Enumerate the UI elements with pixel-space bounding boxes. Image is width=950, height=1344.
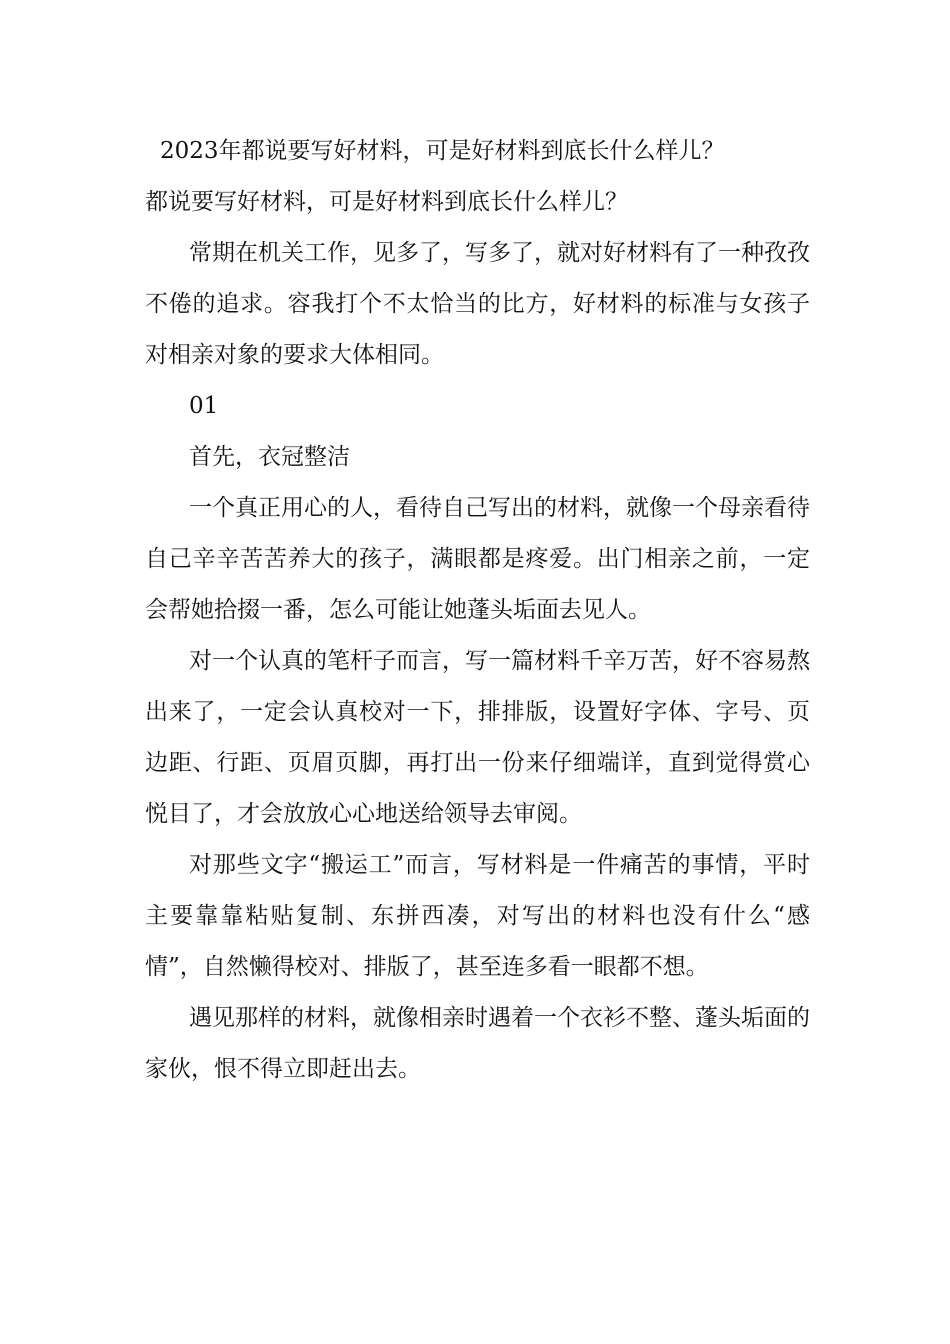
document-body xyxy=(145,126,810,1095)
paragraph-3: 对一个认真的笔杆子而言，写一篇材料千辛万苦，好不容易熬出来了，一定会认真校对一下，排排版，设置好字体、字号、页边距、行距、页眉页脚，再打出一份来仔细端详，直到觉得赏心悦目了，才会放放心心地送给领导去审阅。 xyxy=(145,648,810,827)
paragraph-intro: 都说要写好材料，可是好材料到底长什么样儿？ xyxy=(145,189,628,215)
section-number: 01 xyxy=(189,393,219,419)
section-heading: 首先，衣冠整洁 xyxy=(189,444,350,470)
paragraph-2: 一个真正用心的人，看待自己写出的材料，就像一个母亲看待自己辛辛苦苦养大的孩子，满眼都是疼爱。出门相亲之前，一定会帮她拾掇一番，怎么可能让她蓬头垢面去见人。 xyxy=(145,495,810,623)
paragraph-1: 常期在机关工作，见多了，写多了，就对好材料有了一种孜孜不倦的追求。容我打个不太恰当的比方，好材料的标准与女孩子对相亲对象的要求大体相同。 xyxy=(145,240,810,368)
paragraph-5: 遇见那样的材料，就像相亲时遇着一个衣衫不整、蓬头垢面的家伙，恨不得立即赶出去。 xyxy=(145,1005,810,1082)
document-title: 2023年都说要写好材料，可是好材料到底长什么样儿？ xyxy=(160,138,725,164)
paragraph-4: 对那些文字“搬运工”而言，写材料是一件痛苦的事情，平时主要靠靠粘贴复制、东拼西凑，对写出的材料也没有什么“感情”，自然懒得校对、排版了，甚至连多看一眼都不想。 xyxy=(145,852,810,980)
